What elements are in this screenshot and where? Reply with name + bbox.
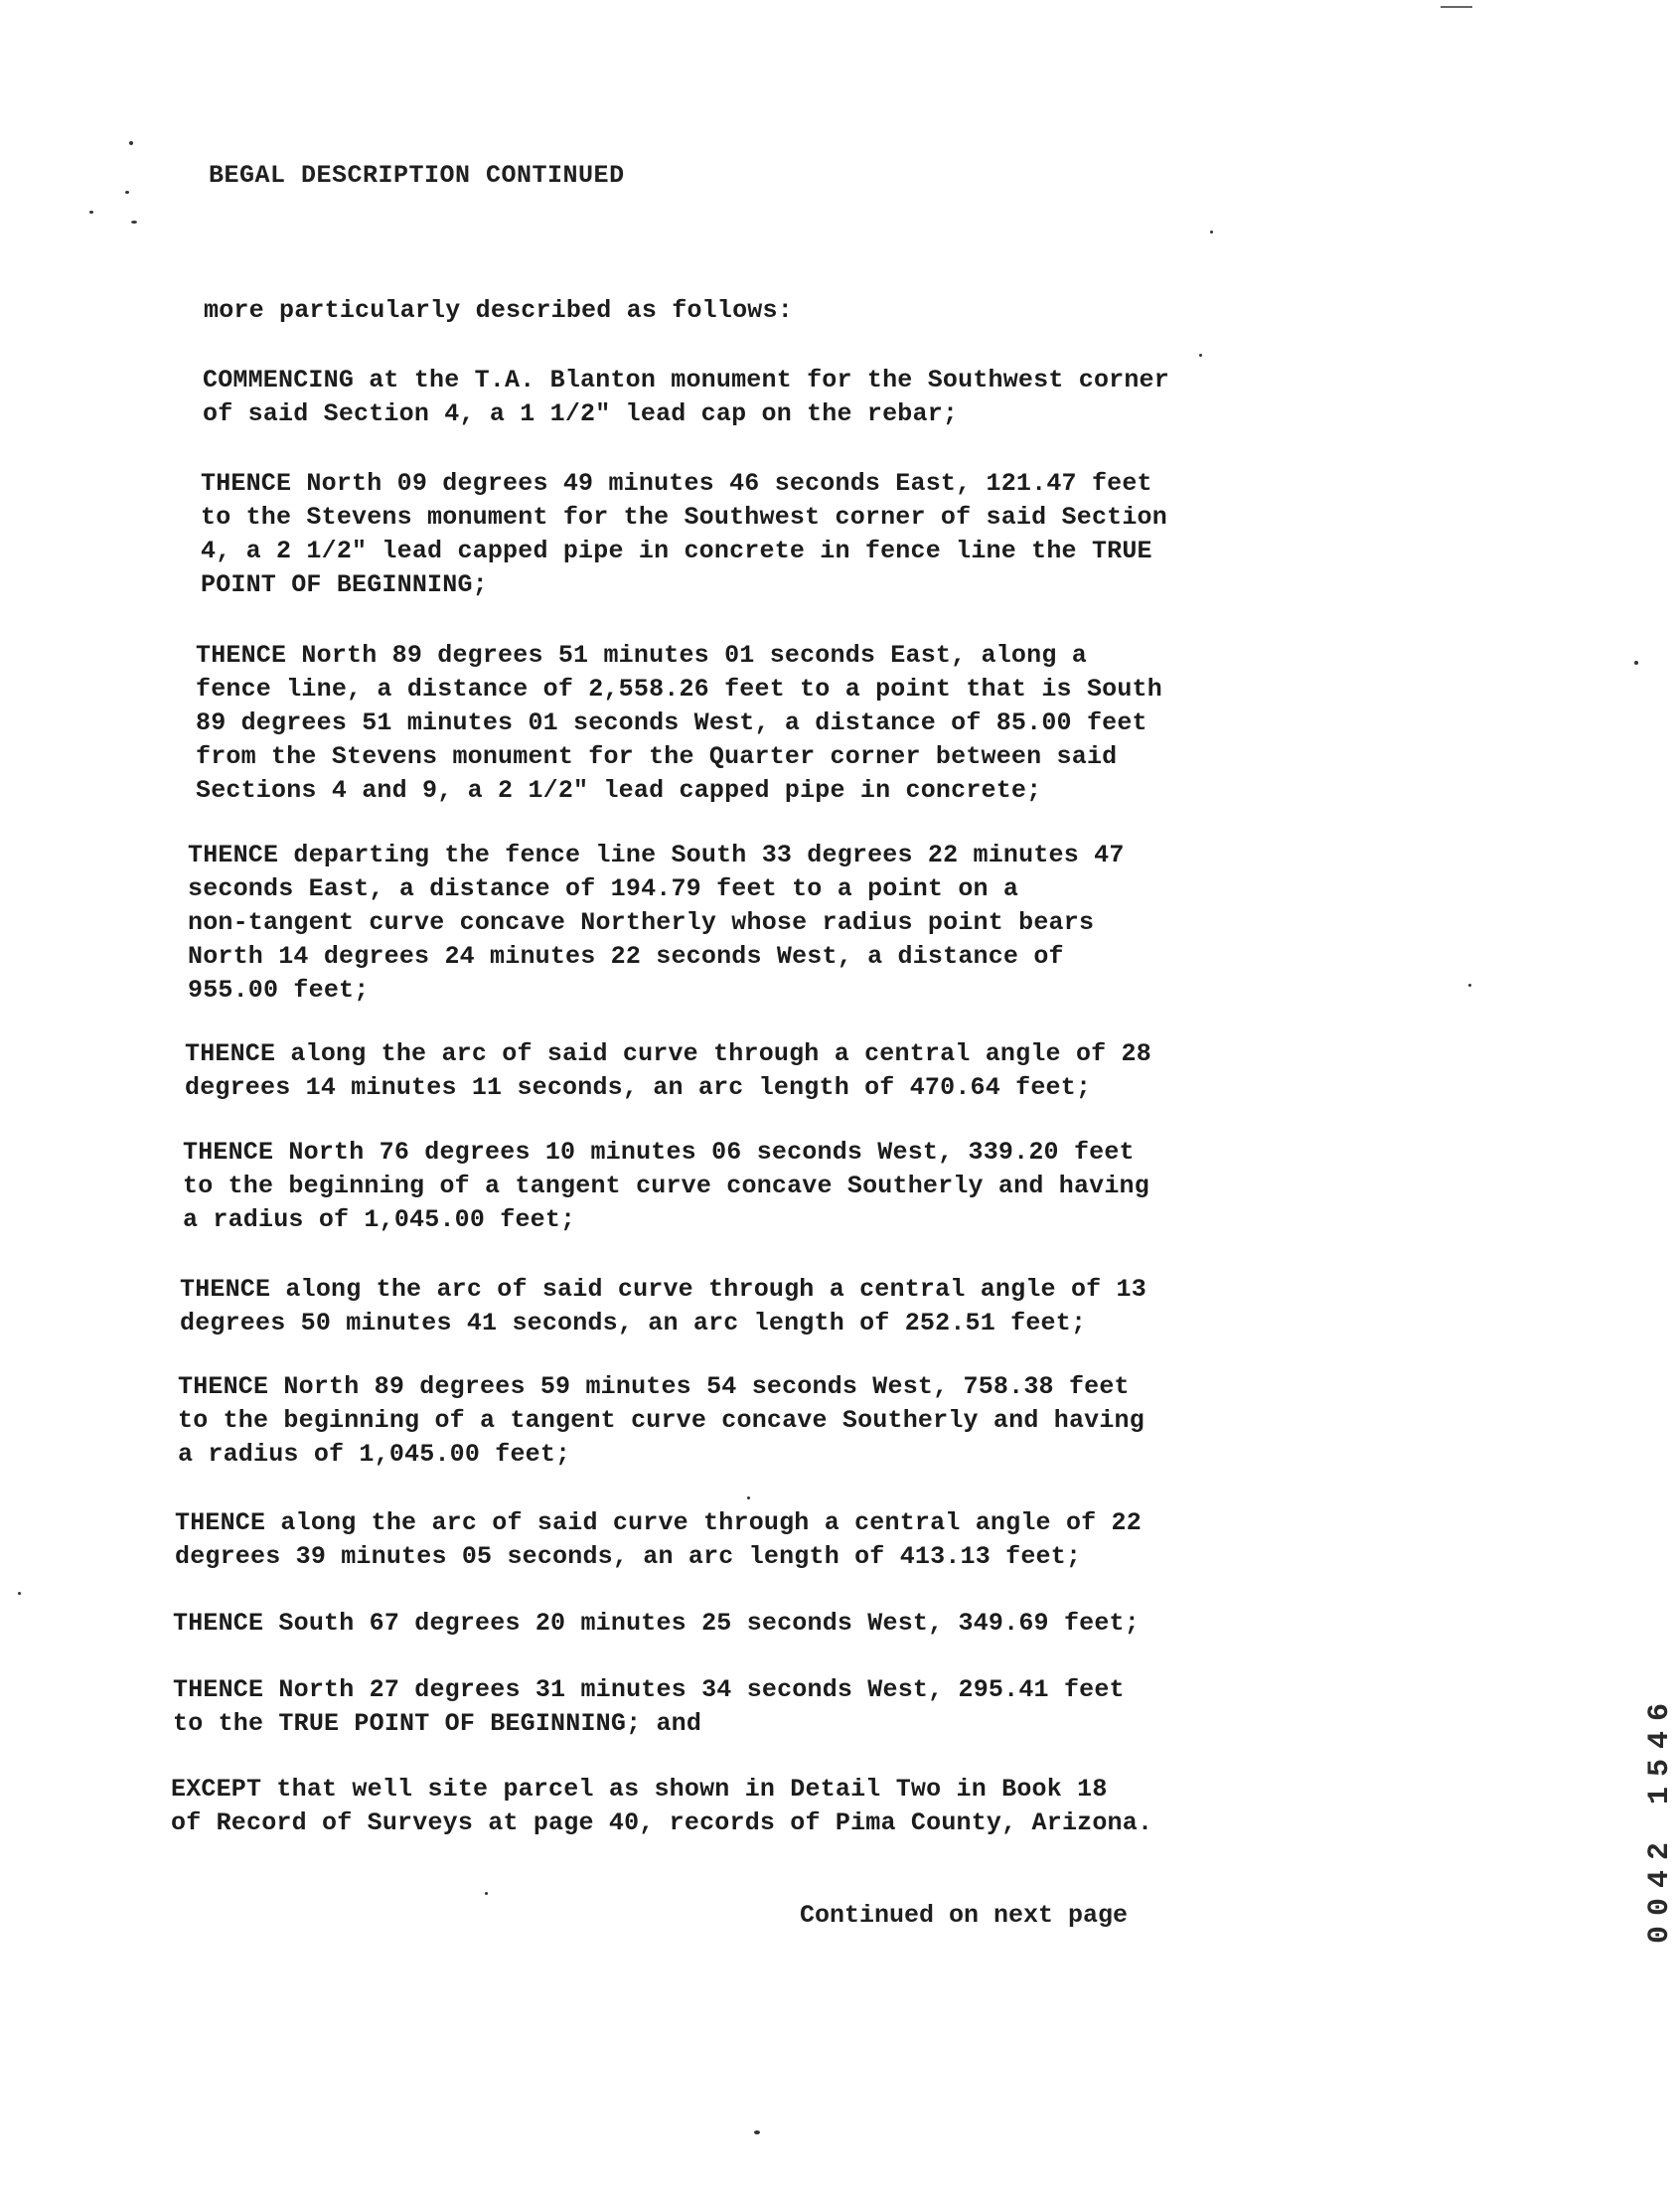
- paragraph-course-4: THENCE along the arc of said curve through a central angle of 28 degrees 14 minutes 11 seconds, an arc length of 470.64 feet;: [185, 1039, 1151, 1102]
- scan-speck: [1199, 354, 1202, 357]
- scan-speck: [129, 141, 133, 145]
- scan-mark: [1441, 6, 1472, 8]
- paragraph-course-9: THENCE South 67 degrees 20 minutes 25 seconds West, 349.69 feet;: [173, 1609, 1140, 1638]
- scan-speck: [89, 211, 93, 214]
- scan-speck: [131, 221, 137, 224]
- scan-speck: [747, 1496, 750, 1499]
- paragraph-course-7: THENCE North 89 degrees 59 minutes 54 seconds West, 758.38 feet to the beginning of a tangent curve concave Southerly and having a radius of 1,045.00 feet;: [178, 1372, 1145, 1469]
- scan-speck: [125, 191, 129, 194]
- paragraph-commencing: COMMENCING at the T.A. Blanton monument for the Southwest corner of said Section 4, a 1 1/2" lead cap on the rebar;: [203, 366, 1169, 428]
- scan-speck: [485, 1892, 488, 1895]
- paragraph-course-5: THENCE North 76 degrees 10 minutes 06 seconds West, 339.20 feet to the beginning of a tangent curve concave Southerly and having a radius of 1,045.00 feet;: [183, 1138, 1149, 1234]
- stamp-number: 0042 1546: [1643, 1692, 1677, 1944]
- scan-speck: [1634, 661, 1638, 665]
- paragraph-course-2: THENCE North 89 degrees 51 minutes 01 seconds East, along a fence line, a distance of 2,558.26 feet to a point that is South 89 degrees 51 minutes 01 seconds West, a distance of 85.00 feet from the Stevens monument for the Quarter corner between said Sections 4 and 9, a 2 1/2" lead capped pipe in concrete;: [196, 641, 1162, 805]
- paragraph-intro: more particularly described as follows:: [204, 296, 793, 325]
- paragraph-exception: EXCEPT that well site parcel as shown in Detail Two in Book 18 of Record of Surveys at page 40, records of Pima County, Arizona.: [171, 1775, 1153, 1837]
- paragraph-course-6: THENCE along the arc of said curve through a central angle of 13 degrees 50 minutes 41 seconds, an arc length of 252.51 feet;: [180, 1275, 1146, 1337]
- paragraph-course-1: THENCE North 09 degrees 49 minutes 46 seconds East, 121.47 feet to the Stevens monument for the Southwest corner of said Section 4, a 2 1/2" lead capped pipe in concrete in fence line the TRUE POINT OF BEGINNING;: [201, 469, 1167, 599]
- scan-speck: [1210, 231, 1213, 234]
- paragraph-course-8: THENCE along the arc of said curve through a central angle of 22 degrees 39 minutes 05 seconds, an arc length of 413.13 feet;: [175, 1508, 1142, 1571]
- scan-speck: [18, 1592, 21, 1595]
- paragraph-course-10: THENCE North 27 degrees 31 minutes 34 seconds West, 295.41 feet to the TRUE POINT OF BEGINNING; and: [173, 1675, 1125, 1738]
- recording-stamp: [1609, 1590, 1677, 1948]
- scan-speck: [1468, 984, 1471, 987]
- scan-speck: [754, 2130, 760, 2134]
- continued-note: Continued on next page: [800, 1901, 1129, 1930]
- paragraph-course-3: THENCE departing the fence line South 33 degrees 22 minutes 47 seconds East, a distance of 194.79 feet to a point on a non-tangent curve concave Northerly whose radius point bears North 14 degrees 24 minutes 22 seconds West, a distance of 955.00 feet;: [188, 841, 1125, 1005]
- page-heading: BEGAL DESCRIPTION CONTINUED: [209, 161, 625, 190]
